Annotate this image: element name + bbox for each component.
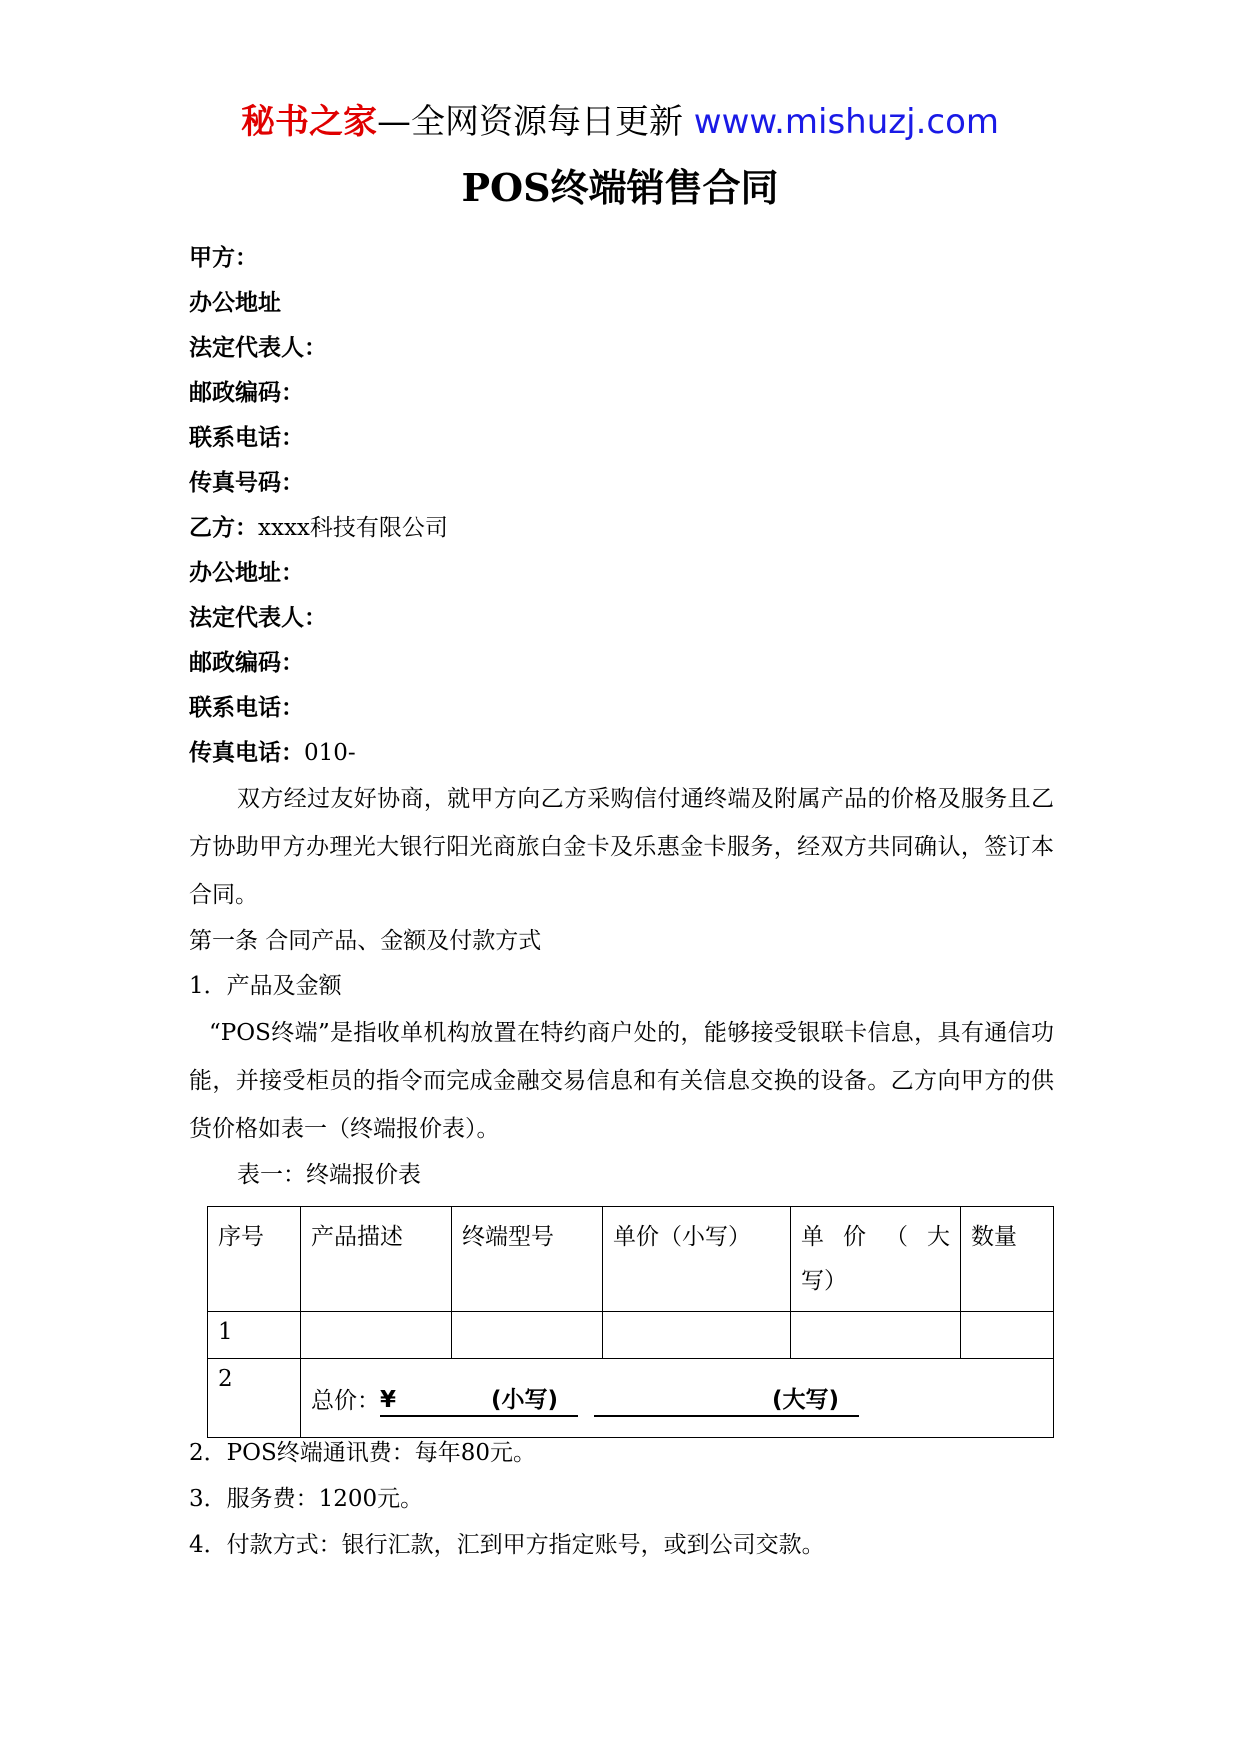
table-cell: [301, 1312, 452, 1359]
table-cell: [961, 1312, 1054, 1359]
header-cell-split: 单 价 （ 大: [801, 1224, 950, 1250]
site-tagline: —全网资源每日更新: [376, 102, 683, 142]
total-price-cell: [301, 1359, 1054, 1438]
party-b-phone: 联系电话：: [189, 694, 304, 721]
party-a-representative: 法定代表人：: [189, 334, 327, 361]
header-cell: 单价（小写）: [603, 1207, 791, 1312]
item-4: 4．付款方式：银行汇款，汇到甲方指定账号，或到公司交款。: [189, 1532, 825, 1558]
party-a-address: 办公地址: [189, 289, 281, 316]
party-b-postcode: 邮政编码：: [189, 649, 304, 676]
page-title: POS终端销售合同: [461, 165, 779, 210]
table-cell: [452, 1312, 603, 1359]
party-b-fax: 传真电话：010-: [189, 739, 356, 766]
party-a-phone: 联系电话：: [189, 424, 304, 451]
table-caption: 表一：终端报价表: [237, 1162, 421, 1188]
table-header-row: [208, 1207, 1054, 1312]
header-cell: 序号: [208, 1207, 301, 1312]
party-b-fax-value: 010-: [304, 740, 356, 766]
party-a-name: 甲方：: [189, 244, 258, 271]
table-row: [208, 1312, 1054, 1359]
contract-items: [189, 1430, 1054, 1568]
header-cell: 数量: [961, 1207, 1054, 1312]
item-3: 3．服务费：1200元。: [189, 1486, 424, 1512]
table-cell: [603, 1312, 791, 1359]
header-cell: 产品描述: [301, 1207, 452, 1312]
row-number-cell: 1: [208, 1312, 301, 1359]
party-b-address: 办公地址：: [189, 559, 304, 586]
total-small-field: ¥ (小写): [380, 1385, 578, 1417]
site-name: 秘书之家: [240, 102, 377, 142]
party-a-postcode: 邮政编码：: [189, 379, 304, 406]
header-cell-unit-price-upper: 单 价 （ 大 写）: [791, 1207, 961, 1312]
header-cell: 终端型号: [452, 1207, 603, 1312]
total-label: 总价：: [311, 1388, 380, 1414]
party-b-name: 乙方：xxxx科技有限公司: [189, 514, 448, 541]
party-a-fax: 传真号码：: [189, 469, 304, 496]
table-total-row: [208, 1359, 1054, 1438]
intro-paragraph: 双方经过友好协商，就甲方向乙方采购信付通终端及附属产品的价格及服务且乙方协助甲方办理光大银行阳光商旅白金卡及乐惠金卡服务，经双方共同确认，签订本合同。: [189, 786, 1054, 908]
article-1-heading: 第一条 合同产品、金额及付款方式: [189, 928, 542, 954]
total-big-field: (大写): [594, 1385, 859, 1417]
item-1-heading: 1．产品及金额: [189, 973, 342, 999]
party-b-name-value: xxxx科技有限公司: [258, 515, 448, 541]
table-cell: [791, 1312, 961, 1359]
row-number-cell: 2: [208, 1359, 301, 1438]
total-price-line: [311, 1367, 1043, 1423]
site-url-link[interactable]: www.mishuzj.com: [693, 102, 999, 142]
quote-table: [207, 1206, 1054, 1438]
pos-definition-paragraph: “POS终端”是指收单机构放置在特约商户处的，能够接受银联卡信息，具有通信功能，并接受柜员的指令而完成金融交易信息和有关信息交换的设备。乙方向甲方的供货价格如表一（终端报价表）。: [189, 1020, 1054, 1142]
party-b-representative: 法定代表人：: [189, 604, 327, 631]
item-2: 2．POS终端通讯费：每年80元。: [189, 1440, 536, 1466]
site-header: [0, 100, 1240, 144]
contract-body: [189, 235, 1054, 1198]
